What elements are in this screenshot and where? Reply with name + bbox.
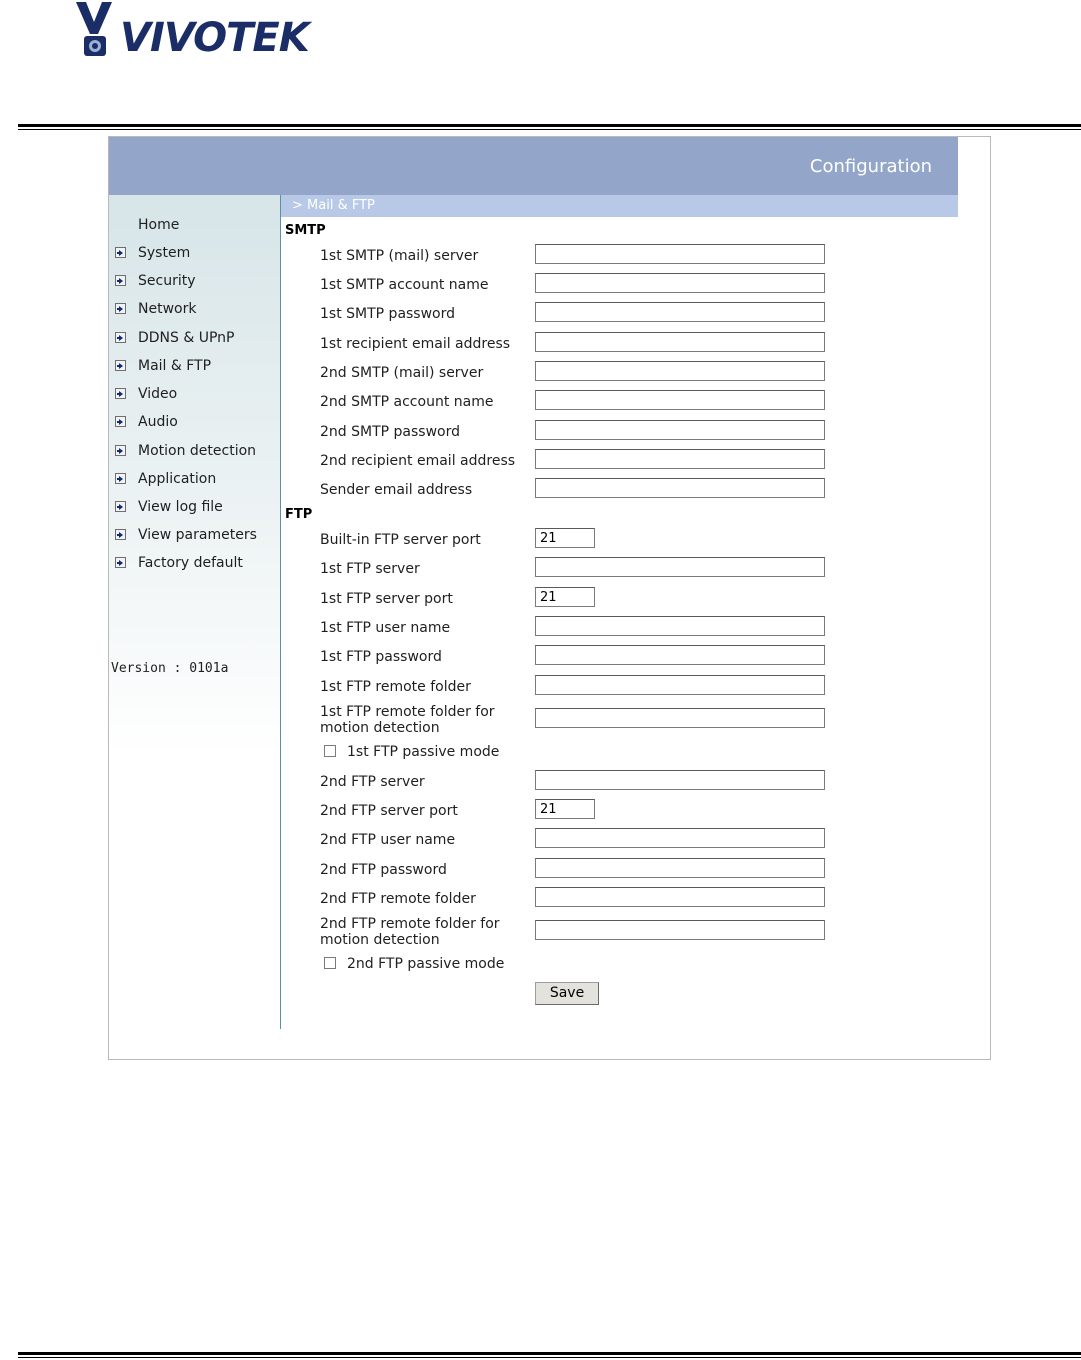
sidebar-item-label: Factory default	[138, 555, 243, 571]
arrow-right-icon	[115, 529, 126, 540]
sidebar-item-system[interactable]	[109, 242, 279, 264]
header-banner	[109, 137, 958, 195]
sidebar-item-label: Security	[138, 273, 196, 289]
arrow-right-icon	[115, 445, 126, 456]
sender-email-input[interactable]	[535, 478, 825, 498]
ftp1-user-input[interactable]	[535, 616, 825, 636]
config-frame	[108, 136, 991, 1060]
smtp2-password-input[interactable]	[535, 420, 825, 440]
smtp1-account-input[interactable]	[535, 273, 825, 293]
recipient1-email-input[interactable]	[535, 332, 825, 352]
firmware-version: Version : 0101a	[111, 661, 229, 676]
ftp1-password-input[interactable]	[535, 645, 825, 665]
smtp2-server-input[interactable]	[535, 361, 825, 381]
sidebar-item-motion-detection[interactable]	[109, 440, 279, 462]
smtp-heading: SMTP	[285, 223, 326, 238]
ftp1-port-label: 1st FTP server port	[320, 591, 453, 607]
ftp1-motion-folder-label-line1: 1st FTP remote folder for	[320, 704, 495, 720]
sidebar-item-label: Home	[138, 217, 180, 233]
page-title: Configuration	[809, 156, 932, 177]
sidebar-item-label: Audio	[138, 414, 178, 430]
sidebar-item-audio[interactable]	[109, 411, 279, 433]
ftp1-motion-folder-input[interactable]	[535, 708, 825, 728]
builtin-ftp-port-label: Built-in FTP server port	[320, 532, 481, 548]
top-divider	[18, 124, 1081, 127]
smtp1-account-label: 1st SMTP account name	[320, 277, 489, 293]
ftp1-folder-input[interactable]	[535, 675, 825, 695]
ftp2-user-input[interactable]	[535, 828, 825, 848]
ftp2-password-label: 2nd FTP password	[320, 862, 447, 878]
breadcrumb	[281, 195, 958, 217]
ftp2-passive-checkbox[interactable]	[324, 957, 336, 969]
arrow-right-icon	[115, 275, 126, 286]
ftp1-port-input[interactable]	[535, 587, 595, 607]
sidebar	[109, 195, 280, 1029]
vivotek-logo	[72, 0, 332, 62]
sidebar-item-label: View log file	[138, 499, 223, 515]
arrow-right-icon	[115, 388, 126, 399]
ftp2-port-label: 2nd FTP server port	[320, 803, 458, 819]
arrow-right-icon	[115, 473, 126, 484]
ftp1-password-label: 1st FTP password	[320, 649, 442, 665]
sidebar-item-label: Network	[138, 301, 197, 317]
sidebar-item-security[interactable]	[109, 270, 279, 292]
sidebar-item-label: Video	[138, 386, 178, 402]
ftp2-motion-folder-label-line1: 2nd FTP remote folder for	[320, 916, 500, 932]
logo-mark-icon	[72, 0, 122, 62]
smtp1-server-input[interactable]	[535, 244, 825, 264]
ftp1-server-input[interactable]	[535, 557, 825, 577]
ftp2-passive-label: 2nd FTP passive mode	[347, 956, 505, 972]
ftp1-folder-label: 1st FTP remote folder	[320, 679, 471, 695]
breadcrumb-text: > Mail & FTP	[292, 198, 375, 213]
smtp2-account-input[interactable]	[535, 390, 825, 410]
arrow-right-icon	[115, 303, 126, 314]
sidebar-item-view-log-file[interactable]	[109, 496, 279, 518]
ftp1-motion-folder-label-line2: motion detection	[320, 720, 440, 736]
arrow-right-icon	[115, 416, 126, 427]
arrow-right-icon	[115, 247, 126, 258]
sidebar-item-label: Application	[138, 471, 217, 487]
ftp1-server-label: 1st FTP server	[320, 561, 420, 577]
ftp1-user-label: 1st FTP user name	[320, 620, 451, 636]
sidebar-item-home[interactable]	[109, 214, 279, 236]
arrow-right-icon	[115, 557, 126, 568]
sidebar-item-label: Motion detection	[138, 443, 257, 459]
bottom-divider	[18, 1352, 1081, 1355]
ftp2-motion-folder-label-line2: motion detection	[320, 932, 440, 948]
ftp2-server-label: 2nd FTP server	[320, 774, 425, 790]
sidebar-item-view-parameters[interactable]	[109, 524, 279, 546]
sidebar-item-mail-ftp[interactable]	[109, 355, 279, 377]
sidebar-item-label: View parameters	[138, 527, 257, 543]
save-button[interactable]: Save	[535, 982, 599, 1005]
sidebar-item-network[interactable]	[109, 298, 279, 320]
builtin-ftp-port-input[interactable]	[535, 528, 595, 548]
ftp2-folder-label: 2nd FTP remote folder	[320, 891, 476, 907]
sidebar-item-application[interactable]	[109, 468, 279, 490]
arrow-right-icon	[115, 360, 126, 371]
ftp2-user-label: 2nd FTP user name	[320, 832, 456, 848]
sidebar-item-label: DDNS & UPnP	[138, 330, 235, 346]
smtp2-server-label: 2nd SMTP (mail) server	[320, 365, 484, 381]
sidebar-divider	[280, 195, 281, 1029]
smtp1-password-label: 1st SMTP password	[320, 306, 456, 322]
recipient2-email-label: 2nd recipient email address	[320, 453, 516, 469]
sidebar-item-ddns-upnp[interactable]	[109, 327, 279, 349]
ftp1-motion-folder-label	[320, 704, 495, 736]
ftp1-passive-label: 1st FTP passive mode	[347, 744, 500, 760]
arrow-right-icon	[115, 332, 126, 343]
sidebar-item-label: Mail & FTP	[138, 358, 212, 374]
ftp2-motion-folder-label	[320, 916, 500, 948]
smtp1-server-label: 1st SMTP (mail) server	[320, 248, 479, 264]
ftp-heading: FTP	[285, 507, 313, 522]
sidebar-item-label: System	[138, 245, 191, 261]
sidebar-item-factory-default[interactable]	[109, 552, 279, 574]
ftp2-motion-folder-input[interactable]	[535, 920, 825, 940]
ftp2-folder-input[interactable]	[535, 887, 825, 907]
ftp2-port-input[interactable]	[535, 799, 595, 819]
arrow-right-icon	[115, 501, 126, 512]
smtp2-password-label: 2nd SMTP password	[320, 424, 460, 440]
ftp2-server-input[interactable]	[535, 770, 825, 790]
sender-email-label: Sender email address	[320, 482, 473, 498]
smtp1-password-input[interactable]	[535, 302, 825, 322]
recipient2-email-input[interactable]	[535, 449, 825, 469]
logo-text: VIVOTEK	[120, 15, 309, 61]
sidebar-item-video[interactable]	[109, 383, 279, 405]
recipient1-email-label: 1st recipient email address	[320, 336, 511, 352]
ftp1-passive-checkbox[interactable]	[324, 745, 336, 757]
ftp2-password-input[interactable]	[535, 858, 825, 878]
smtp2-account-label: 2nd SMTP account name	[320, 394, 494, 410]
